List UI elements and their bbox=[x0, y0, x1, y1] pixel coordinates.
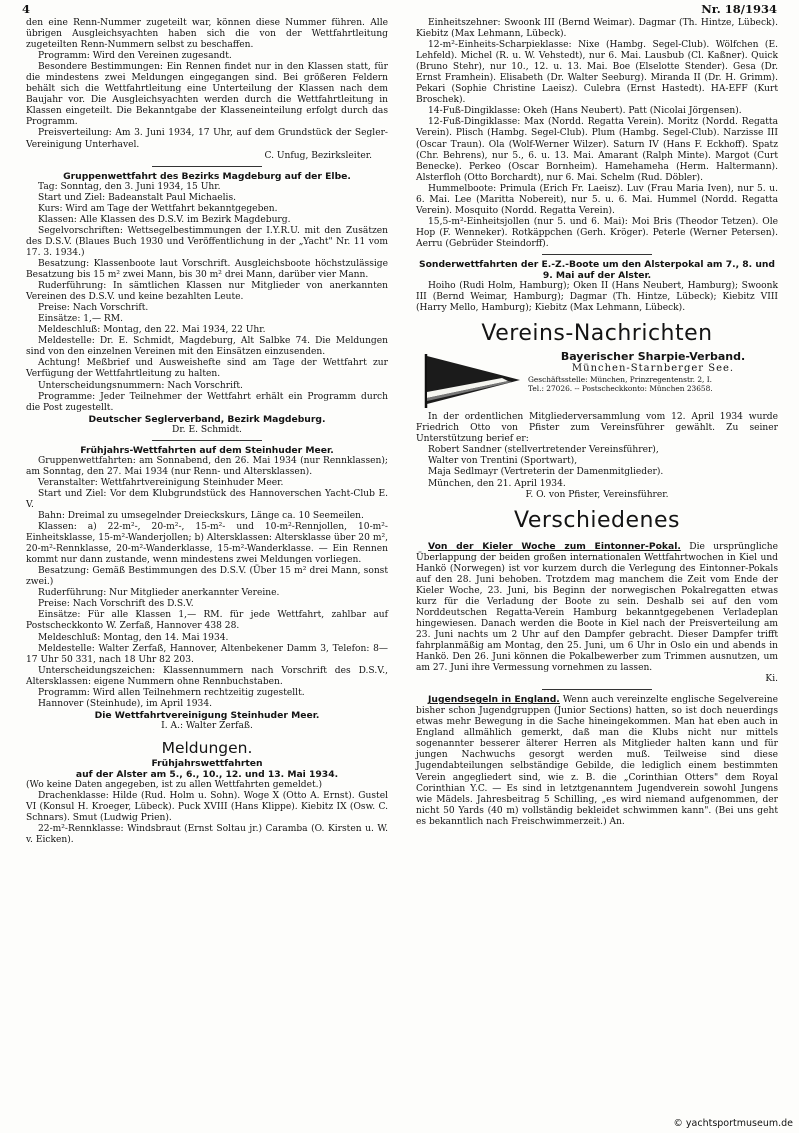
steinhude-line: Meldeschluß: Montag, den 14. Mai 1934. bbox=[38, 632, 229, 643]
steinhude-line: Programm: Wird allen Teilnehmern rechtzeitig zugestellt. bbox=[38, 687, 305, 698]
vereins-line: München, den 21. April 1934. bbox=[428, 478, 566, 489]
intro-signature: C. Unfug, Bezirksleiter. bbox=[264, 150, 372, 161]
steinhude-line: Ruderführung: Nur Mitglieder anerkannter Vereine. bbox=[38, 588, 280, 599]
steinhude-line: Einsätze: Für alle Klassen 1,— RM. für jede Wettfahrt, zahlbar auf Postscheckkonto W. Zerfaß, Hannover 438 28. bbox=[26, 610, 388, 632]
intro-paragraph: Besondere Bestimmungen: Ein Rennen findet nur in den Klassen statt, für die mindestens zwei Meldungen eingegangen sind. Bei größeren Feldern behält sich die Wettfahrtleitung eine Unterteilung der Klassen nach dem Baujahr vor. Die Ausgleichsyachten werden durch die Wettfahrtleitung in Klassen eingeteilt. Die Bekanntgabe der Klasseneinteilung erfolgt durch das Programm. bbox=[26, 62, 388, 128]
class-entry: Einheitszehner: Swoonk III (Bernd Weimar). Dagmar (Th. Hintze, Lübeck). Kiebitz (Max Lehmann, Lübeck). bbox=[416, 18, 778, 40]
magdeburg-signature: Dr. E. Schmidt. bbox=[172, 424, 242, 435]
steinhude-line: Bahn: Dreimal zu umsegelnder Dreieckskurs, Länge ca. 10 Seemeilen. bbox=[38, 511, 364, 522]
meldungen-line: (Wo keine Daten angegeben, ist zu allen Wettfahrten gemeldet.) bbox=[26, 780, 323, 791]
sonder-text: Hoiho (Rudi Holm, Hamburg); Oken II (Hans Neubert, Hamburg); Swoonk III (Bernd Weimar, Hamburg); Dagmar (Th. Hintze, Lübeck); Kiebitz VIII (Harry Mello, Hamburg); Kiebitz (Max Lehmann, Lübeck). bbox=[416, 281, 778, 314]
magdeburg-organizer: Deutscher Seglerverband, Bezirk Magdeburg. bbox=[88, 413, 326, 425]
right-column bbox=[416, 18, 778, 828]
vereins-line: Walter von Trentini (Sportwart), bbox=[428, 456, 578, 467]
section-divider bbox=[152, 166, 262, 167]
vereins-signature: F. O. von Pfister, Vereinsführer. bbox=[525, 489, 669, 500]
magdeburg-line: Ruderführung: In sämtlichen Klassen nur Mitglieder von anerkannten Vereinen des D.S.V. und keine bezahlten Leute. bbox=[26, 281, 388, 303]
kiel-signature: Ki. bbox=[765, 674, 778, 685]
steinhude-signature: I. A.: Walter Zerfaß. bbox=[161, 720, 253, 731]
steinhude-line: Start und Ziel: Vor dem Klubgrundstück des Hannoverschen Yacht-Club E. V. bbox=[26, 488, 388, 510]
left-column bbox=[26, 18, 388, 846]
class-entry: 15,5-m²-Einheitsjollen (nur 5. und 6. Mai): Moi Bris (Theodor Tetzen). Ole Hop (F. Wenneker). Rotkäppchen (Gerh. Kröger). Peterle (Werner Petersen). Aerru (Gebrüder Steindorff). bbox=[416, 216, 778, 249]
meldungen-title: Meldungen. bbox=[161, 738, 253, 757]
page-number: 4 bbox=[22, 2, 31, 16]
steinhude-line: Veranstalter: Wettfahrtvereinigung Steinhuder Meer. bbox=[38, 477, 284, 488]
issue-number: Nr. 18/1934 bbox=[701, 2, 777, 16]
steinhude-line: Gruppenwettfahrten: am Sonnabend, den 26. Mai 1934 (nur Rennklassen); am Sonntag, den 27. Mai 1934 (nur Renn- und Altersklassen). bbox=[26, 455, 388, 477]
magdeburg-line: Besatzung: Klassenboote laut Vorschrift. Ausgleichsboote höchstzulässige Besatzung bis 15 m² zwei Mann, bis 30 m² drei Mann, darüber vier Mann. bbox=[26, 258, 388, 281]
intro-paragraph: den eine Renn-Nummer zugeteilt war, können diese Nummer führen. Alle übrigen Ausgleichsyachten haben sich die von der Wettfahrtleitung zugeteilten Renn-Nummern selbst zu beschaffen. bbox=[26, 18, 388, 51]
kiel-headline: Von der Kieler Woche zum Eintonner-Pokal. bbox=[428, 540, 681, 552]
magdeburg-line: Segelvorschriften: Wettsegelbestimmungen der I.Y.R.U. mit den Zusätzen des D.S.V. (Blaues Buch 1930 und Veröffentlichung in der „Yacht" Nr. 11 vom 17. 3. 1934.) bbox=[26, 225, 388, 258]
jugend-headline: Jugendsegeln in England. bbox=[428, 694, 560, 706]
class-entry: Hummelboote: Primula (Erich Fr. Laeisz). Luv (Frau Maria Iven), nur 5. u. 6. Mai. Lee (Maritta Nobereit), nur 5. u. 6. Mai. Hummel (Nordd. Regatta Verein). Mosquito (Nordd. Regatta Verein). bbox=[416, 183, 778, 216]
kiel-text: Die ursprüngliche Überlappung der beiden großen internationalen Wettfahrtwochen in Kiel und Hankö (Norwegen) ist vor kurzem durch die Verlegung des Eintonner-Pokals auf den 28. Juni behoben. Trotzdem mag manchem die Zeit vom Ende der Kieler Woche, 23. Juni, bis Beginn der norwegischen Pokalregatten etwas kurz für die Verladung der Boote zu sein. Deshalb sei auf den vom Norddeutschen Regatta-Verein Hamburg bekanntgegebenen Verladeplan hingewiesen. Danach werden die Boote in Kiel nach der Preisverteilung am 23. Juni nachts um 2 Uhr auf den Dampfer gebracht. Dieser Dampfer trifft fahrplanmäßig am Montag, den 25. Juni, um 6 Uhr in Oslo ein und abends in Hankö. Den 26. Juni können die Pokalbewerber zum Trimmen ausnutzen, um am 27. Juni ihre Vermessung vornehmen zu lassen. bbox=[416, 541, 778, 674]
verschiedenes-title: Verschiedenes bbox=[513, 507, 680, 533]
copyright-watermark: © yachtsportmuseum.de bbox=[673, 1118, 793, 1129]
intro-paragraph: Programm: Wird den Vereinen zugesandt. bbox=[38, 51, 232, 62]
steinhude-line: Preise: Nach Vorschrift des D.S.V. bbox=[38, 599, 194, 610]
vereins-nachrichten-title: Vereins-Nachrichten bbox=[481, 321, 713, 347]
steinhude-title: Frühjahrs-Wettfahrten auf dem Steinhuder Meer. bbox=[80, 444, 334, 456]
class-entry: 12-m²-Einheits-Scharpieklasse: Nixe (Hambg. Segel-Club). Wölfchen (E. Lehfeld). Michel (R. u. W. Vehstedt), nur 6. Mai. Lausbub (Cl. Kaßner). Quick (Bruno Stehr), nur 10., 12. u. 13. Mai. Boe (Elselotte Stender). Gesa (Dr. Ernst Framhein). Elisabeth (Dr. Walter Seeburg). Miranda II (Dr. H. Grimm). Pekari (Sophie Christine Laeisz). Culebra (Ernst Hastedt). HA-EFF (Kurt Broschek). bbox=[416, 40, 778, 106]
steinhude-line: Meldestelle: Walter Zerfaß, Hannover, Altenbekener Damm 3, Telefon: 8—17 Uhr 50 331, nach 18 Uhr 82 203. bbox=[26, 643, 388, 665]
meldungen-line: Drachenklasse: Hilde (Rud. Holm u. Sohn). Woge X (Otto A. Ernst). Gustel VI (Konsul H. Kroeger, Lübeck). Puck XVIII (Hans Klippe). Kiebitz IX (Osw. C. Schnars). Smut (Ludwig Prien). bbox=[26, 791, 388, 824]
verband-name: Bayerischer Sharpie-Verband. bbox=[560, 350, 746, 364]
verband-location: München-Starnberger See. bbox=[571, 363, 735, 375]
intro-paragraph: Preisverteilung: Am 3. Juni 1934, 17 Uhr, auf dem Grundstück der Segler-Vereinigung Unterhavel. bbox=[26, 128, 388, 150]
section-divider bbox=[542, 254, 652, 255]
magdeburg-line: Achtung! Meßbrief und Ausweishefte sind am Tage der Wettfahrt zur Verfügung der Wettfahrtleitung zu halten. bbox=[26, 358, 388, 380]
verband-contact: Tel.: 27026. -- Postscheckkonto: München 23658. bbox=[528, 384, 713, 394]
meldungen-subtitle: Frühjahrswettfahrten bbox=[151, 757, 263, 769]
jugend-text: Wenn auch vereinzelte englische Segelvereine bisher schon Jugendgruppen (Junior Sections) hatten, so ist doch neuerdings etwas mehr Bewegung in die Sache hineingekommen. Man hat eben auch in England allmählich gemerkt, daß man die Klubs nicht nur mittels sogenannter besserer älterer Herren als Mitglieder halten kann und für jungen Nachwuchs gesorgt werden muß. Teilweise sind diese Jugendabteilungen selbständige Gebilde, die lediglich einem bestimmten Verein angegliedert sind, wie z. B. die „Corinthian Otters" dem Royal Corinthian Y.C. — Es sind in letztgenanntem Jugendverein sowohl Jungens wie Mädels. Jahresbeitrag 5 Schilling, „es wird niemand aufgenommen, der nicht 50 Yards (40 m) vollständig bekleidet schwimmen kann". (Bei uns geht es bekanntlich nach Freischwimmerzeit.) An. bbox=[416, 695, 778, 827]
magdeburg-line: Start und Ziel: Badeanstalt Paul Michaelis. bbox=[38, 192, 237, 203]
magdeburg-line: Unterscheidungsnummern: Nach Vorschrift. bbox=[38, 380, 243, 391]
vereins-line: In der ordentlichen Mitgliederversammlung vom 12. April 1934 wurde Friedrich Otto von Pfister zum Vereinsführer gewählt. Zu seiner Unterstützung berief er: bbox=[416, 412, 778, 445]
class-entry: 14-Fuß-Dingiklasse: Okeh (Hans Neubert). Patt (Nicolai Jörgensen). bbox=[428, 106, 742, 117]
magdeburg-line: Programme: Jeder Teilnehmer der Wettfahrt erhält ein Programm durch die Post zugestellt. bbox=[26, 391, 388, 413]
steinhude-line: Klassen: a) 22-m²-, 20-m²-, 15-m²- und 10-m²-Rennjollen, 10-m²-Einheitsklasse, 15-m²-Wanderjollen; b) Altersklassen: Altersklasse über 20 m², 20-m²-Rennklasse, 20-m²-Wanderklasse, 15-m²-Wanderklasse. — Ein Rennen kommt nur dann zustande, wenn mindestens zwei Meldungen vorliegen. bbox=[26, 522, 388, 566]
verband-block bbox=[416, 350, 778, 412]
steinhude-line: Unterscheidungszeichen: Klassennummern nach Vorschrift des D.S.V., Altersklassen: eigene Nummern ohne Rennbuchstaben. bbox=[26, 665, 388, 687]
magdeburg-line: Klassen: Alle Klassen des D.S.V. im Bezirk Magdeburg. bbox=[38, 214, 291, 225]
magdeburg-line: Tag: Sonntag, den 3. Juni 1934, 15 Uhr. bbox=[38, 181, 221, 192]
magdeburg-line: Meldestelle: Dr. E. Schmidt, Magdeburg, Alt Salbke 74. Die Meldungen sind von den einzelnen Vereinen mit den Einsätzen einzusenden. bbox=[26, 336, 388, 358]
magdeburg-line: Einsätze: 1,— RM. bbox=[38, 314, 123, 325]
steinhude-line: Besatzung: Gemäß Bestimmungen des D.S.V. (Über 15 m² drei Mann, sonst zwei.) bbox=[26, 566, 388, 588]
steinhude-organizer: Die Wettfahrtvereinigung Steinhuder Meer. bbox=[94, 709, 320, 721]
class-entry: 12-Fuß-Dingiklasse: Max (Nordd. Regatta Verein). Moritz (Nordd. Regatta Verein). Plisch (Hambg. Segel-Club). Plum (Hambg. Segel-Club). Narzisse III (Oscar Traun). Ola (Wolf-Werner Wilzer). Saturn IV (Hans F. Eckhoff). Spatz (Chr. Behrens), nur 5., 6. u. 13. Mai. Amarant (Ralph Minte). Margot (Curt Benecke). Perkeo (Oscar Bornheim). Hamehameha (Herm. Haltermann). Alsterfloh (Otto Borchardt), nur 6. Mai. Schelm (Rud. Döbler). bbox=[416, 117, 778, 183]
magdeburg-line: Preise: Nach Vorschrift. bbox=[38, 303, 149, 314]
magdeburg-title: Gruppenwettfahrt des Bezirks Magdeburg auf der Elbe. bbox=[63, 170, 351, 182]
meldungen-line: 22-m²-Rennklasse: Windsbraut (Ernst Soltau jr.) Caramba (O. Kirsten u. W. v. Eicken). bbox=[26, 824, 388, 846]
steinhude-line: Hannover (Steinhude), im April 1934. bbox=[38, 698, 213, 709]
magdeburg-line: Kurs: Wird am Tage der Wettfahrt bekanntgegeben. bbox=[38, 203, 278, 214]
vereins-line: Maja Sedlmayr (Vertreterin der Damenmitglieder). bbox=[428, 467, 664, 478]
meldungen-subtitle: auf der Alster am 5., 6., 10., 12. und 13. Mai 1934. bbox=[75, 769, 339, 780]
sonder-title: Sonderwettfahrten der E.-Z.-Boote um den Alsterpokal am 7., 8. und 9. Mai auf der Alster. bbox=[418, 258, 776, 282]
section-divider bbox=[152, 440, 262, 441]
club-pennant-icon bbox=[422, 352, 522, 408]
vereins-line: Robert Sandner (stellvertretender Vereinsführer), bbox=[428, 445, 659, 456]
section-divider bbox=[542, 689, 652, 690]
verband-address: Geschäftsstelle: München, Prinzregentenstr. 2, I. bbox=[528, 375, 713, 385]
magdeburg-line: Meldeschluß: Montag, den 22. Mai 1934, 22 Uhr. bbox=[38, 325, 266, 336]
